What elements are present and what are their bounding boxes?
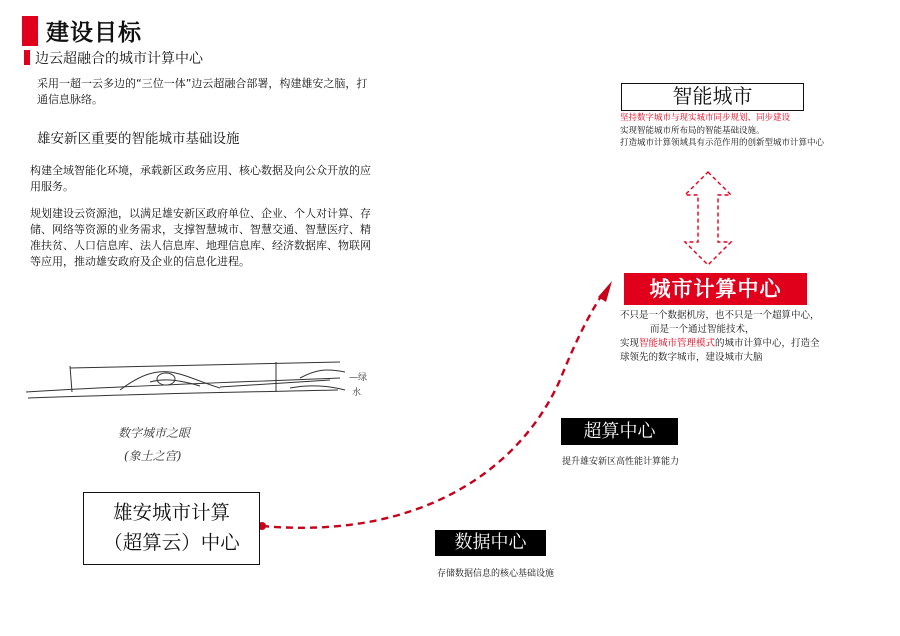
city-center-desc-highlight: 智能城市管理模式	[639, 338, 716, 349]
xiongan-box-line2: （超算云）中心	[103, 531, 240, 554]
sketch-caption-line1: 数字城市之眼	[118, 426, 191, 440]
sketch-label-top: —绿	[349, 373, 368, 383]
city-center-desc-line1: 不只是一个数据机房，也不只是一个超算中心，	[620, 310, 820, 321]
environment-paragraph: 构建全域智能化环境，承载新区政务应用、核心数据及向公众开放的应用服务。	[30, 164, 371, 193]
sketch-caption-line2: (象土之宫)	[124, 449, 182, 463]
city-center-desc-prefix: 实现	[620, 338, 640, 349]
supercomputing-description: 提升雄安新区高性能计算能力	[562, 457, 680, 467]
data-center-box: 数据中心	[435, 530, 546, 556]
supercomputing-center-box: 超算中心	[561, 418, 678, 445]
xiongan-computing-center-box	[83, 492, 260, 565]
smart-city-description	[620, 112, 890, 150]
city-center-desc-line3	[620, 337, 890, 351]
smart-city-desc-line2: 实现智能城市所布局的智能基础设施。	[620, 125, 765, 136]
data-center-description: 存储数据信息的核心基础设施	[437, 569, 555, 579]
smart-city-desc-highlight: 坚持数字城市与现实城市同步规划、同步建设	[620, 113, 791, 123]
smart-city-box: 智能城市	[621, 83, 804, 111]
xiongan-box-line1: 雄安城市计算	[112, 501, 230, 524]
double-arrow-icon	[685, 172, 731, 265]
city-center-description	[620, 309, 890, 365]
sketch-drawing	[26, 362, 345, 398]
growth-curve	[262, 292, 604, 528]
page-subtitle: 边云超融合的城市计算中心	[35, 51, 203, 67]
city-center-desc-line2: 而是一个通过智能技术，	[650, 324, 755, 335]
sketch-label-bottom: 水	[352, 388, 362, 398]
smart-city-desc-line3: 打造城市计算领域具有示范作用的创新型城市计算中心	[620, 138, 825, 148]
city-center-desc-suffix: 的城市计算中心，打造全	[715, 338, 820, 349]
intro-paragraph: 采用一超一云多边的“三位一体”边云超融合部署，构建雄安之脑，打通信息脉络。	[37, 77, 368, 106]
city-computing-center-box: 城市计算中心	[624, 273, 807, 305]
section-heading: 雄安新区重要的智能城市基础设施	[37, 131, 240, 147]
cloud-pool-paragraph: 规划建设云资源池，以满足雄安新区政府单位、企业、个人对计算、存储、网络等资源的业务需求，支撑智慧城市、智慧交通、智慧医疗、精准扶贫、人口信息库、法人信息库、地理信息库、经济数据库、物联网等应用，推动雄安政府及企业的信息化进程。	[30, 207, 371, 268]
city-center-desc-line4: 球领先的数字城市，建设城市大脑	[620, 352, 763, 363]
page-title: 建设目标	[46, 20, 142, 46]
